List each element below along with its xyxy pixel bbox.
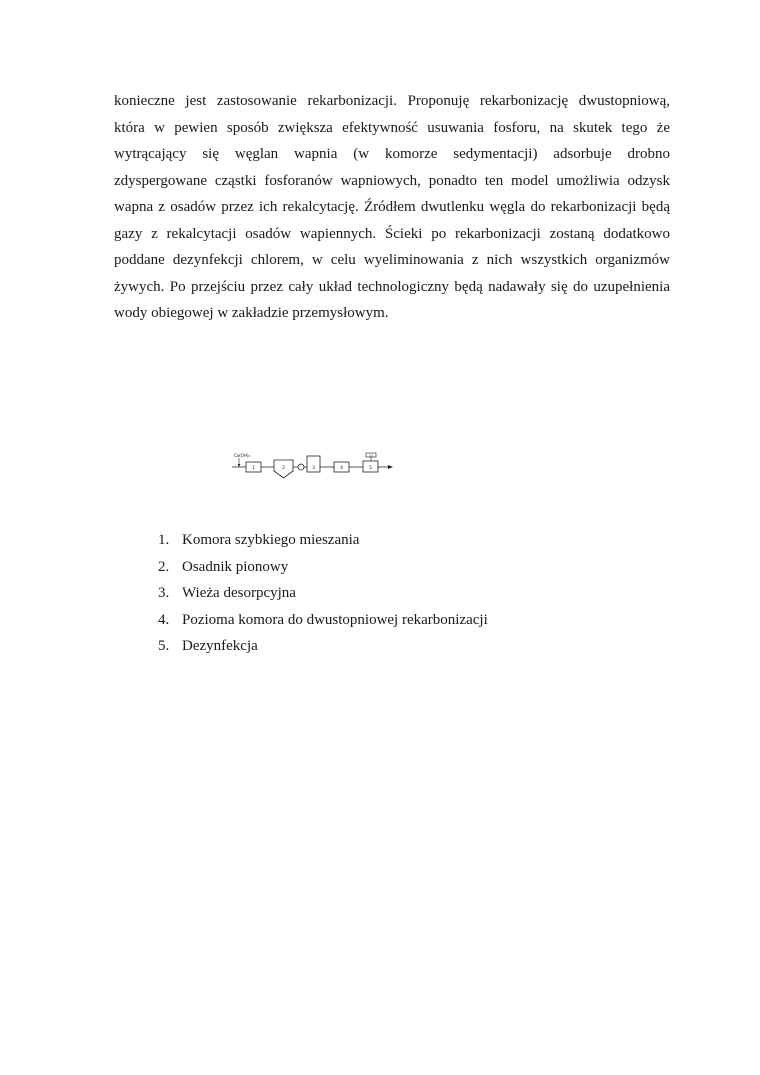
- paragraph-line: wapna z osadów przez ich rekalcytację. Źródłem dwutlenku węgla do rekarbonizacji będą: [114, 199, 670, 215]
- list-item-number: 2.: [158, 558, 170, 575]
- list-item-number: 1.: [158, 532, 170, 548]
- unit-4-label: 4: [340, 466, 343, 471]
- list-item-label: Pozioma komora do dwustopniowej rekarbonizacji: [182, 611, 488, 628]
- unit-3-label: 3: [312, 466, 315, 471]
- paragraph-line: która w pewien sposób zwiększa efektywność usuwania fosforu, na skutek tego że: [114, 119, 670, 136]
- process-flow-svg: [228, 448, 398, 484]
- flow-arrow-icon: [388, 465, 393, 469]
- paragraph-line: wody obiegowej w zakładzie przemysłowym.: [114, 305, 389, 321]
- inlet-label: Ca(OH)₂: [234, 453, 251, 458]
- list-item-number: 3.: [158, 585, 170, 601]
- list-item-number: 4.: [158, 611, 170, 628]
- unit-5-label: 5: [369, 466, 372, 471]
- unit-2-label: 2: [282, 466, 285, 471]
- legend-list: [158, 527, 488, 660]
- list-item: [158, 607, 488, 634]
- disinfectant-label: Cl₂: [368, 453, 374, 458]
- list-item: [158, 554, 488, 581]
- list-item: [158, 633, 488, 660]
- unit-1-label: 1: [252, 466, 255, 471]
- paragraph-line: zdyspergowane cząstki fosforanów wapniowych, ponadto ten model umożliwia odzysk: [114, 172, 670, 189]
- paragraph-line: żywych. Po przejściu przez cały układ technologiczny będą nadawały się do uzupełnienia: [114, 278, 670, 295]
- list-item-label: Dezynfekcja: [182, 638, 258, 654]
- list-item-label: Osadnik pionowy: [182, 558, 289, 575]
- body-paragraph: [114, 88, 670, 327]
- paragraph-line: konieczne jest zastosowanie rekarbonizacji. Proponuję rekarbonizację dwustopniową,: [114, 93, 670, 109]
- inlet-arrow-icon: [238, 464, 241, 467]
- paragraph-line: poddane dezynfekcji chlorem, w celu wyeliminowania z nich wszystkich organizmów: [114, 252, 670, 268]
- list-item: [158, 527, 488, 554]
- list-item-label: Wieża desorpcyjna: [182, 585, 296, 601]
- pump-icon: [298, 464, 304, 470]
- list-item: [158, 580, 488, 607]
- paragraph-line: wytrącający się węglan wapnia (w komorze sedymentacji) adsorbuje drobno: [114, 146, 670, 162]
- paragraph-line: gazy z rekalcytacji osadów wapiennych. Ścieki po rekarbonizacji zostaną dodatkowo: [114, 225, 670, 242]
- process-flow-diagram: [228, 448, 398, 484]
- list-item-label: Komora szybkiego mieszania: [182, 532, 360, 548]
- list-item-number: 5.: [158, 638, 170, 654]
